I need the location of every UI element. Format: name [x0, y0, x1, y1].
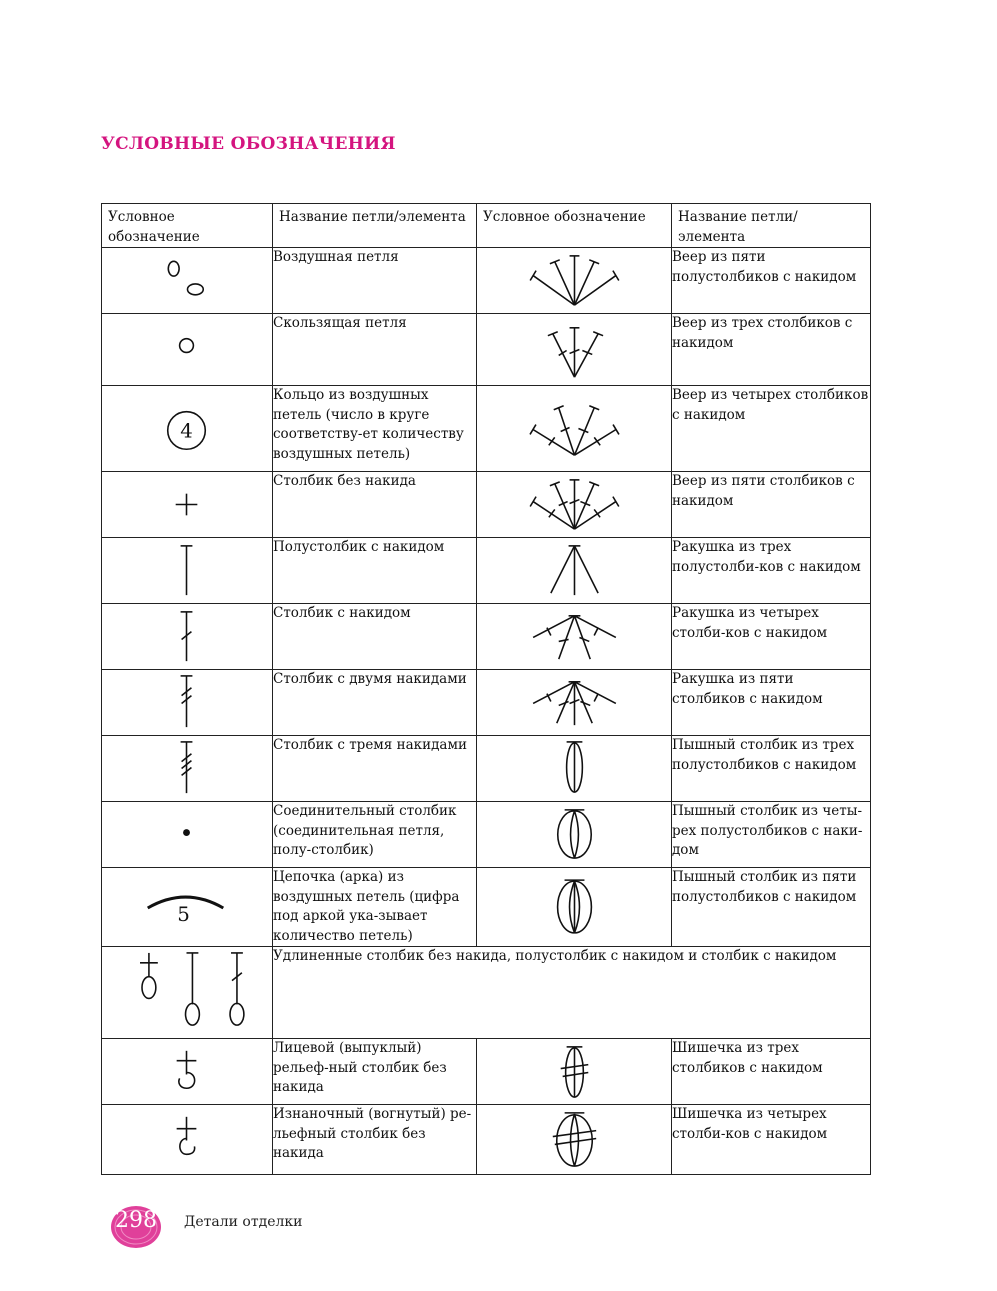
front-post-sc-icon	[102, 1039, 273, 1105]
stitch-name: Столбик без накида	[273, 472, 477, 538]
stitch-name: Удлиненные столбик без накида, полустолбик с накидом и столбик с накидом	[273, 947, 871, 1039]
table-row	[102, 538, 871, 604]
table-row	[102, 736, 871, 802]
stitch-name: Полустолбик с накидом	[273, 538, 477, 604]
page-number: 298	[115, 1208, 157, 1233]
table-row	[102, 314, 871, 386]
header-name: Название петли/элемента	[672, 204, 871, 248]
back-post-sc-icon	[102, 1105, 273, 1175]
arch-count: 5	[177, 902, 190, 926]
chain-stitch-icon	[102, 248, 273, 314]
stitch-name: Шишечка из четырех столби-ков с накидом	[672, 1105, 871, 1175]
puff-five-icon	[477, 868, 672, 947]
table-row	[102, 802, 871, 868]
table-row	[102, 947, 871, 1039]
ring-count: 4	[180, 419, 193, 443]
table-row	[102, 1105, 871, 1175]
puff-three-icon	[477, 736, 672, 802]
chain-arch-icon	[102, 868, 273, 947]
slip-ring-icon	[102, 314, 273, 386]
double-treble-crochet-icon	[102, 736, 273, 802]
stitch-name: Цепочка (арка) из воздушных петель (цифра под аркой ука-зывает количество петель)	[273, 868, 477, 947]
table-row	[102, 1039, 871, 1105]
table-row	[102, 386, 871, 472]
fan-five-double-icon	[477, 472, 672, 538]
stitch-name: Шишечка из трех столбиков с накидом	[672, 1039, 871, 1105]
page-title: УСЛОВНЫЕ ОБОЗНАЧЕНИЯ	[101, 134, 396, 154]
stitch-name: Веер из четырех столбиков с накидом	[672, 386, 871, 472]
stitch-name: Изнаночный (вогнутый) ре-льефный столбик без накида	[273, 1105, 477, 1175]
stitch-name: Скользящая петля	[273, 314, 477, 386]
fan-four-double-icon	[477, 386, 672, 472]
elongated-stitches-icon	[102, 947, 273, 1039]
header-symbol: Условное обозначение	[477, 204, 672, 248]
stitch-name: Столбик с накидом	[273, 604, 477, 670]
stitch-name: Ракушка из четырех столби-ков с накидом	[672, 604, 871, 670]
single-crochet-icon	[102, 472, 273, 538]
stitch-name: Столбик с двумя накидами	[273, 670, 477, 736]
stitch-name: Воздушная петля	[273, 248, 477, 314]
stitch-name: Ракушка из трех полустолби-ков с накидом	[672, 538, 871, 604]
stitch-name: Столбик с тремя накидами	[273, 736, 477, 802]
table-row	[102, 248, 871, 314]
symbols-legend-table	[101, 203, 871, 1175]
stitch-name: Веер из пяти полустолбиков с накидом	[672, 248, 871, 314]
table-row	[102, 604, 871, 670]
stitch-name: Веер из трех столбиков с накидом	[672, 314, 871, 386]
stitch-name: Пышный столбик из пяти полустолбиков с накидом	[672, 868, 871, 947]
double-crochet-icon	[102, 604, 273, 670]
stitch-name: Лицевой (выпуклый) рельеф-ный столбик без накида	[273, 1039, 477, 1105]
chain-ring-icon	[102, 386, 273, 472]
bobble-three-icon	[477, 1039, 672, 1105]
table-row	[102, 670, 871, 736]
header-symbol: Условное обозначение	[102, 204, 273, 248]
stitch-name: Веер из пяти столбиков с накидом	[672, 472, 871, 538]
shell-four-double-icon	[477, 604, 672, 670]
puff-four-icon	[477, 802, 672, 868]
bobble-four-icon	[477, 1105, 672, 1175]
stitch-name: Соединительный столбик (соединительная петля, полу-столбик)	[273, 802, 477, 868]
header-row	[102, 204, 871, 248]
slip-stitch-icon	[102, 802, 273, 868]
shell-three-half-double-icon	[477, 538, 672, 604]
fan-three-double-icon	[477, 314, 672, 386]
treble-crochet-icon	[102, 670, 273, 736]
shell-five-double-icon	[477, 670, 672, 736]
stitch-name: Кольцо из воздушных петель (число в круге соответству-ет количеству воздушных петель)	[273, 386, 477, 472]
section-title: Детали отделки	[184, 1214, 303, 1230]
table-row	[102, 868, 871, 947]
stitch-name: Ракушка из пяти столбиков с накидом	[672, 670, 871, 736]
header-name: Название петли/элемента	[273, 204, 477, 248]
table-row	[102, 472, 871, 538]
stitch-name: Пышный столбик из трех полустолбиков с накидом	[672, 736, 871, 802]
stitch-name: Пышный столбик из четы-рех полустолбиков с наки-дом	[672, 802, 871, 868]
half-double-crochet-icon	[102, 538, 273, 604]
fan-five-half-double-icon	[477, 248, 672, 314]
